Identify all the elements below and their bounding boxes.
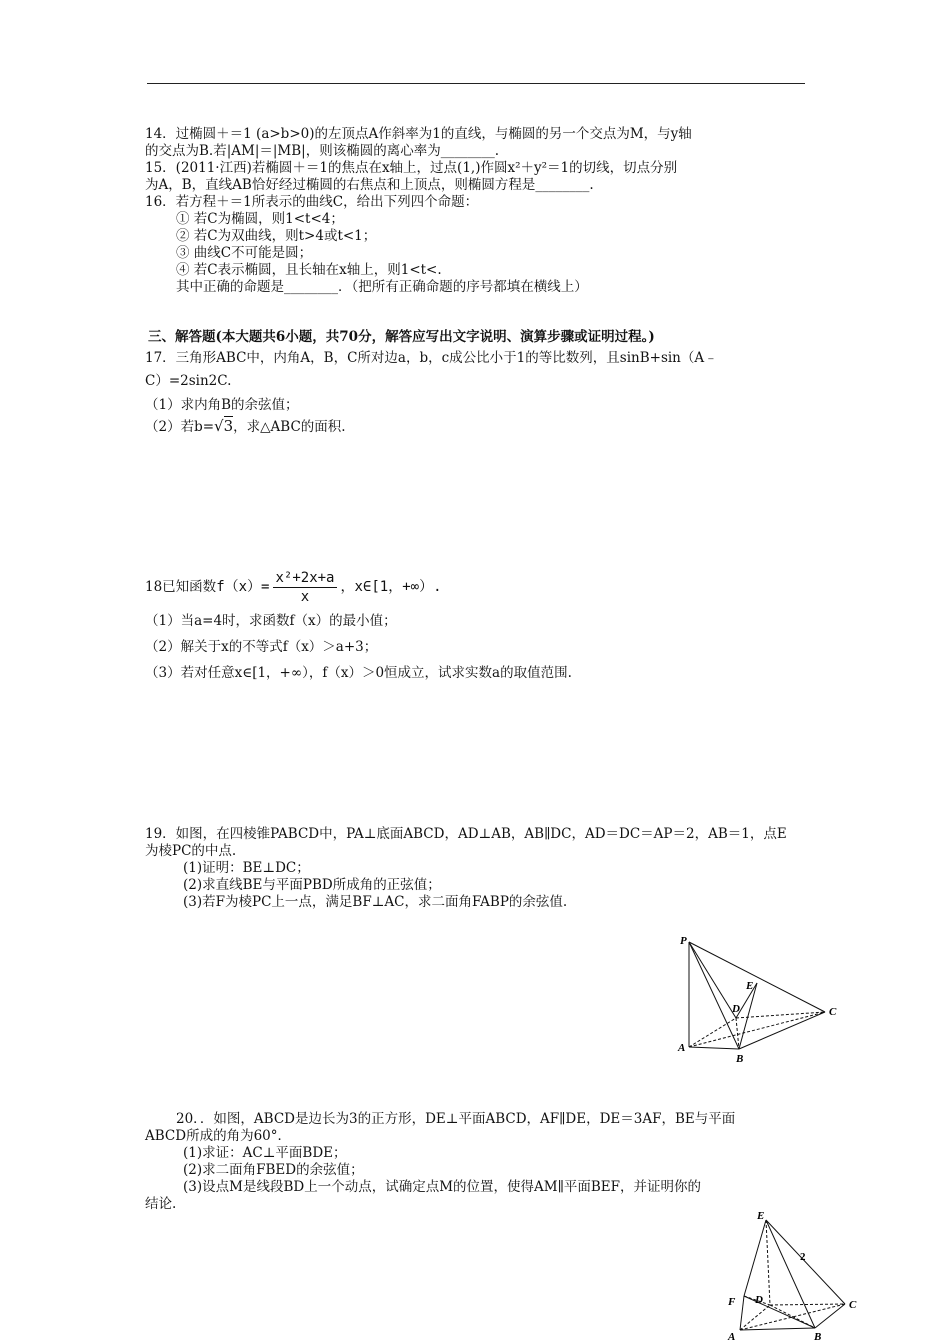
fig20-label-E: E — [757, 1210, 765, 1222]
q20-part1: (1)求证：AC⊥平面BDE； — [183, 1145, 347, 1161]
q17-line1: 17．三角形ABC中，内角A，B，C所对边a，b，c成公比小于1的等比数列，且sinB+sin（A﹣ — [145, 350, 718, 366]
q16-item2: ② 若C为双曲线，则t>4或t<1； — [176, 228, 377, 244]
fig19-label-A: A — [678, 1042, 686, 1054]
fig19-label-P: P — [680, 935, 687, 947]
q18-pre: 18已知函数 — [145, 579, 217, 595]
q17-part2-b: ，求△ABC的面积. — [233, 419, 346, 435]
q19-part3: (3)若F为棱PC上一点，满足BF⊥AC，求二面角FABP的余弦值. — [183, 894, 568, 910]
q20-line2: ABCD所成的角为60°． — [145, 1128, 292, 1144]
q17-part2 — [145, 418, 346, 436]
q18-part3: （3）若对任意x∈[1，+∞），f（x）＞0恒成立，试求实数a的取值范围. — [145, 665, 572, 681]
q18-numerator: x²+2x+a — [275, 569, 335, 586]
q19-line1: 19．如图，在四棱锥PABCD中，PA⊥底面ABCD，AD⊥AB，AB∥DC，AD＝DC＝AP＝2，AB＝1，点E — [145, 826, 787, 842]
figure-19-pyramid — [672, 930, 847, 1065]
q17-part2-a: （2）若b= — [145, 419, 215, 435]
q17-part1: （1）求内角B的余弦值； — [145, 397, 299, 413]
q20-part3: (3)设点M是线段BD上一个动点，试确定点M的位置，使得AM∥平面BEF，并证明你的 — [183, 1179, 701, 1195]
section-3-heading: 三、解答题(本大题共6小题，共70分，解答应写出文字说明、演算步骤或证明过程。) — [148, 329, 655, 345]
fig20-label-A: A — [728, 1331, 736, 1343]
sqrt-radicand: 3 — [223, 417, 234, 435]
fig19-label-E: E — [746, 980, 754, 992]
q18-part1: （1）当a=4时，求函数f（x）的最小值； — [145, 613, 397, 629]
q18-fraction — [273, 569, 336, 606]
header-rule — [147, 83, 805, 84]
q18-post: ，x∈[1，+∞）. — [340, 579, 442, 595]
q17-line2: C）=2sin2C. — [145, 373, 232, 389]
fig20-label-C: C — [849, 1299, 857, 1311]
q16-item1: ① 若C为椭圆，则1<t<4； — [176, 211, 344, 227]
q15-line2: 为A，B，直线AB恰好经过椭圆的右焦点和上顶点，则椭圆方程是________. — [145, 177, 594, 193]
fig19-label-C: C — [829, 1006, 837, 1018]
q20-part3-cont: 结论. — [145, 1196, 177, 1212]
figure-20-solid — [722, 1206, 862, 1344]
sqrt-symbol: √ — [214, 417, 224, 435]
fig19-label-B: B — [736, 1053, 744, 1065]
fig20-label-two: 2 — [800, 1251, 806, 1263]
q20-part2: (2)求二面角FBED的余弦值； — [183, 1162, 364, 1178]
q16-item3: ③ 曲线C不可能是圆； — [176, 245, 313, 261]
fig20-label-B: B — [814, 1331, 822, 1343]
q19-line2: 为棱PC的中点. — [145, 843, 237, 859]
fig19-label-D: D — [732, 1003, 740, 1015]
q16-answer-line: 其中正确的命题是________．（把所有正确命题的序号都填在横线上） — [176, 279, 588, 295]
q16-stem: 16．若方程＋＝1所表示的曲线C，给出下列四个命题： — [145, 194, 479, 210]
q16-item4: ④ 若C表示椭圆，且长轴在x轴上，则1<t<. — [176, 262, 442, 278]
q18-part2: （2）解关于x的不等式f（x）＞a+3； — [145, 639, 378, 655]
q18-stem — [145, 567, 442, 607]
q19-part1: (1)证明：BE⊥DC； — [183, 860, 310, 876]
q19-part2: (2)求直线BE与平面PBD所成角的正弦值； — [183, 877, 441, 893]
q20-line1: 20．．如图，ABCD是边长为3的正方形，DE⊥平面ABCD，AF∥DE，DE＝3AF，BE与平面 — [176, 1111, 736, 1127]
fig20-label-D: D — [755, 1294, 763, 1306]
q14-line2: 的交点为B.若|AM|＝|MB|，则该椭圆的离心率为________. — [145, 143, 500, 159]
q18-denominator: x — [300, 588, 310, 605]
q15-line1: 15．(2011·江西)若椭圆＋＝1的焦点在x轴上，过点(1,)作圆x²＋y²＝1的切线，切点分别 — [145, 160, 678, 176]
q18-f: f（x）= — [216, 579, 270, 595]
fig20-label-F: F — [728, 1296, 736, 1308]
q14-line1: 14．过椭圆＋＝1 (a>b>0)的左顶点A作斜率为1的直线，与椭圆的另一个交点为M，与y轴 — [145, 126, 692, 142]
